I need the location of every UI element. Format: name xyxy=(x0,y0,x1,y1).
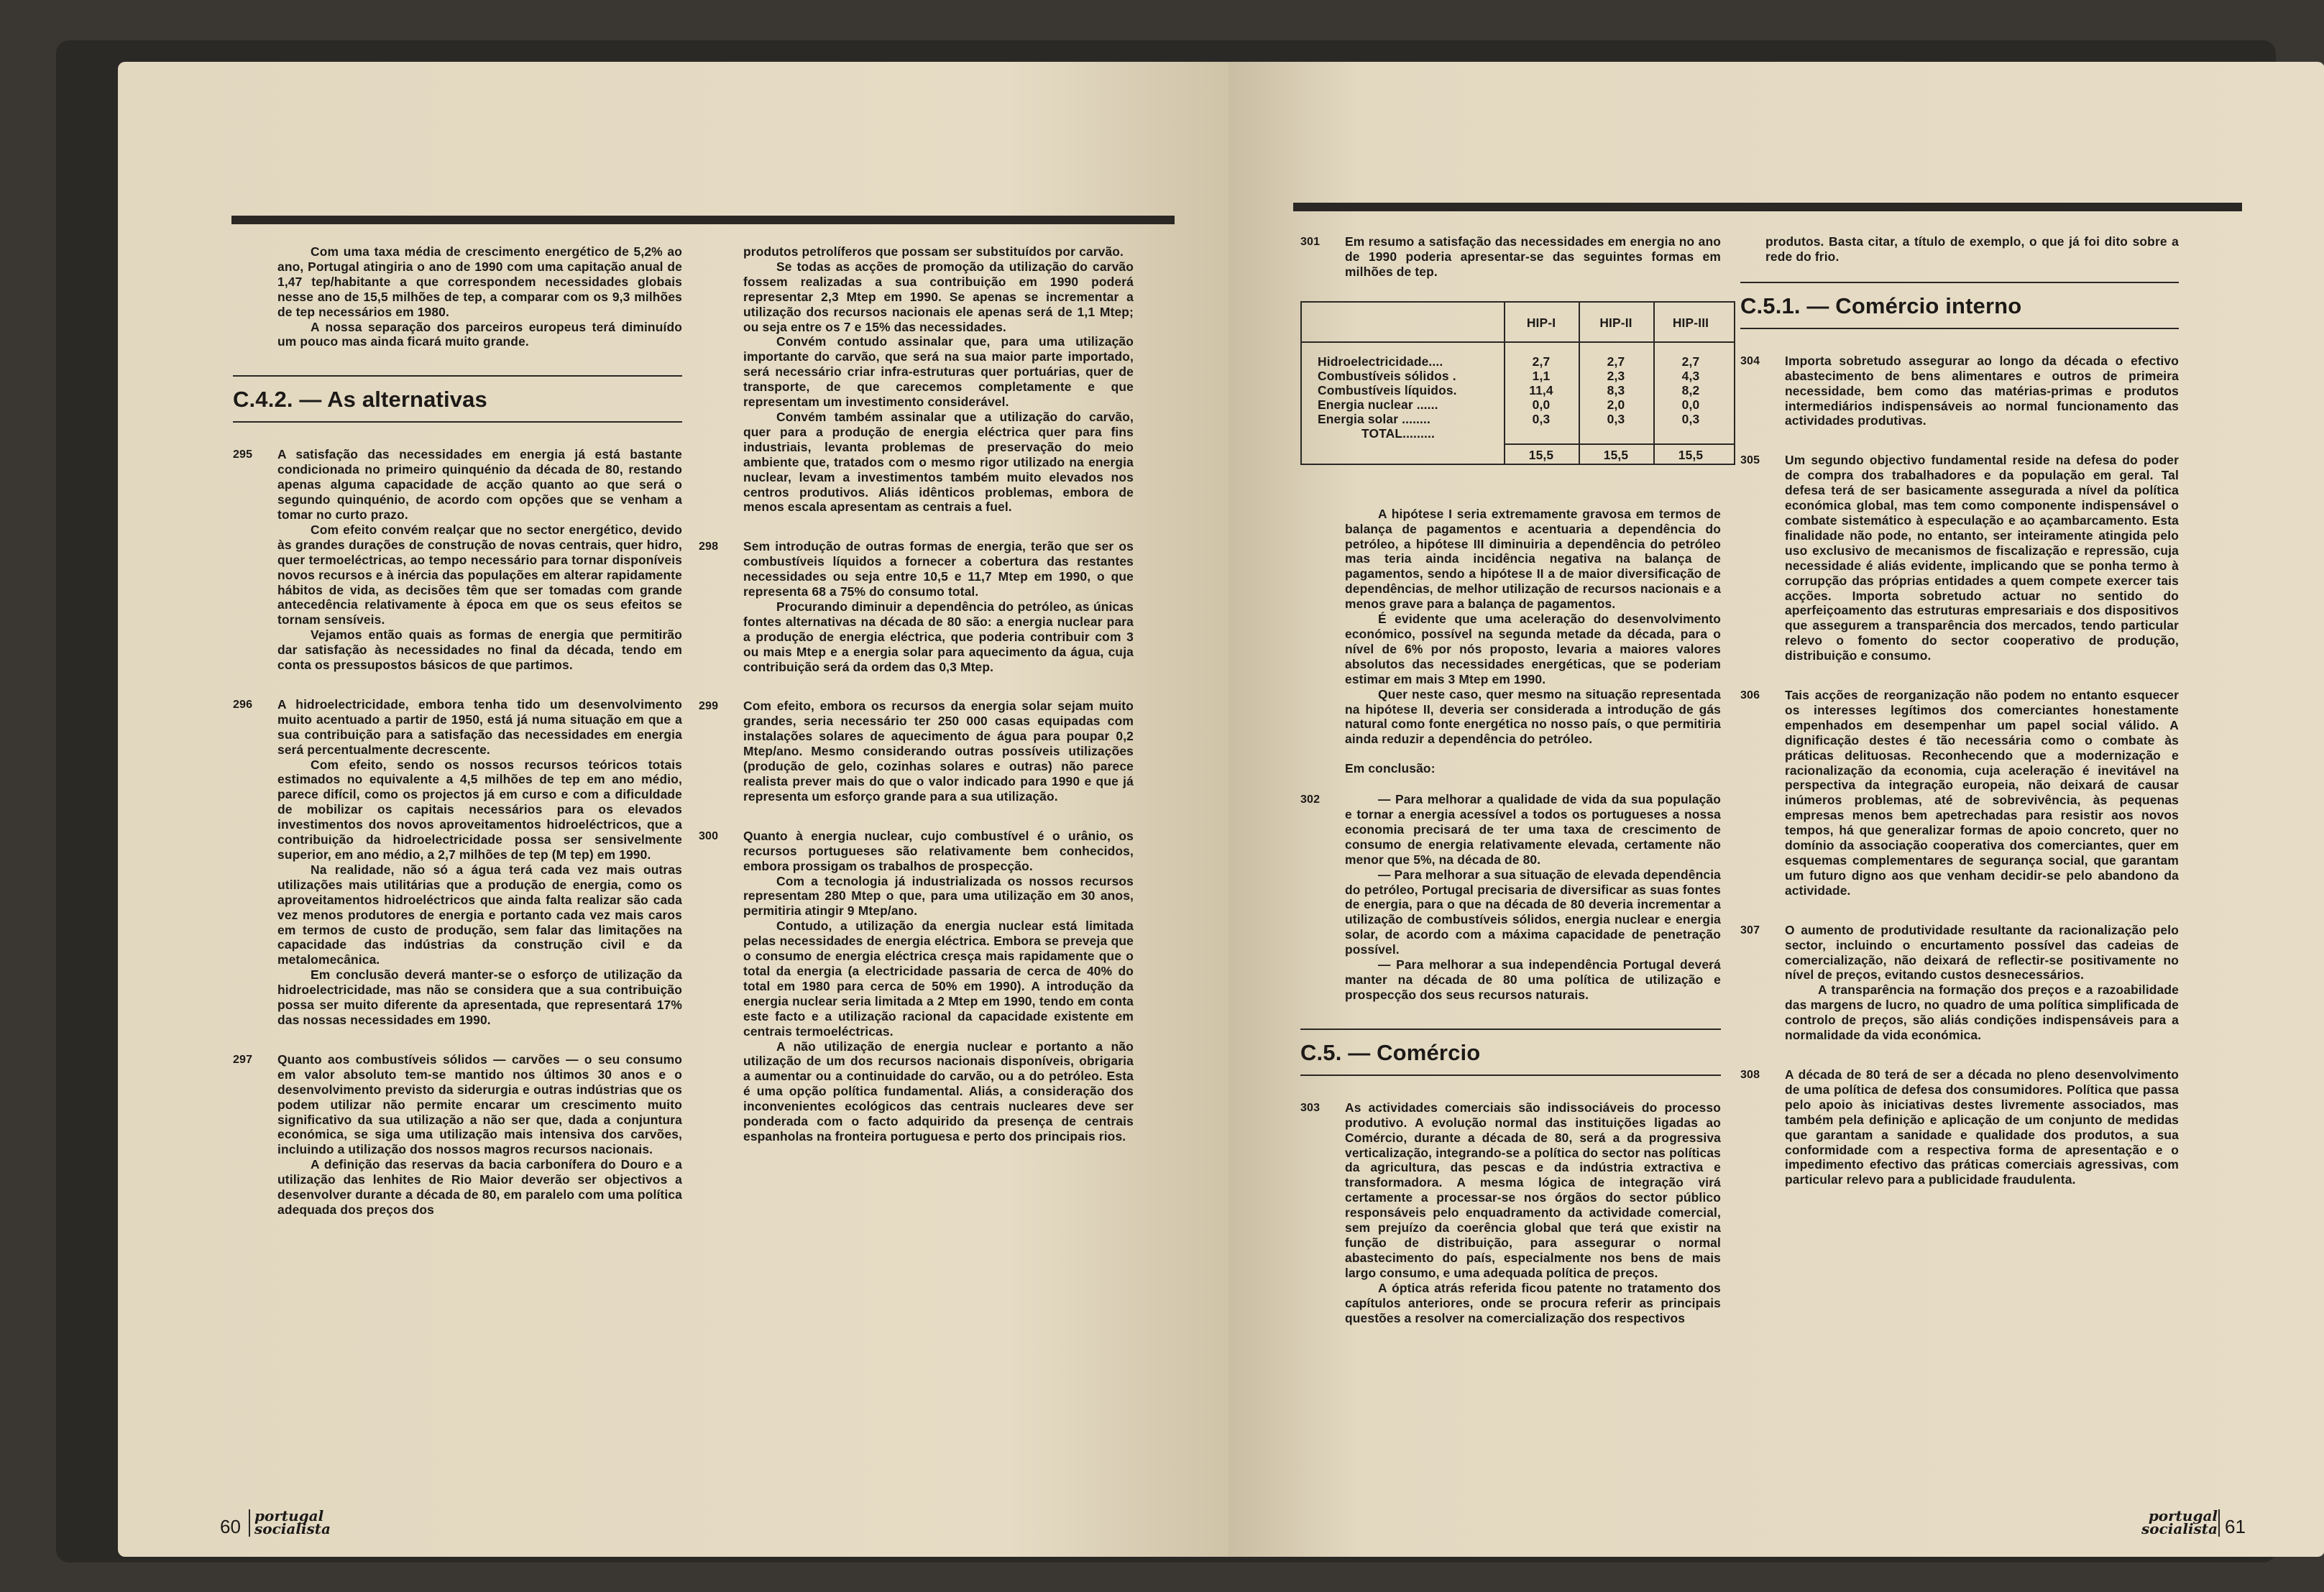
logo-line: socialista xyxy=(254,1520,331,1537)
table-cell: 8,2 xyxy=(1681,382,1700,397)
paragraph-296 xyxy=(233,697,682,1028)
paragraph-text: Sem introdução de outras formas de energia, terão que ser os combustíveis líquidos a fornecer a cobertura das restantes necessidades ou seja entre 10,5 e 11,7 Mtep em 1990, o que representa 68 a 75% do consumo total. xyxy=(743,539,1134,599)
paragraph-text: produtos. Basta citar, a título de exemplo, o que já foi dito sobre a rede do frio. xyxy=(1765,234,2179,264)
table-total-label: TOTAL......... xyxy=(1361,425,1435,441)
paragraph-text: Com efeito, embora os recursos da energia solar sejam muito grandes, seria necessário ter 250 000 casas equipadas com instalações solares de aquecimento de água para poupar 0,2 Mtep/ano. Mesmo considerando outras possíveis utilizações (produção de gelo, cozinhas solares e outras) não parece realista prever mais do que o valor indicado para 1990 e que já representa um esforço grande para a sua utilização. xyxy=(743,699,1134,804)
table-row-label: Combustíveis sólidos . xyxy=(1318,368,1456,383)
paragraph-text: Procurando diminuir a dependência do petróleo, as únicas fontes alternativas na década de 80 são: a energia nuclear para a produção de energia eléctrica, que poderia contribuir com 3 ou mais Mtep e a energia solar para aquecimento da água, cuja contribuição será da ordem das 0,3 Mtep. xyxy=(743,599,1134,674)
paragraph-number: 298 xyxy=(699,540,719,553)
table-cell: 0,3 xyxy=(1532,411,1551,426)
paragraph-text: — Para melhorar a sua independência Portugal deverá manter na década de 80 uma política de utilização e prospecção dos seus recursos naturais. xyxy=(1345,957,1721,1002)
paragraph-text: A satisfação das necessidades em energia já está bastante condicionada no primeiro quinquénio da década de 80, restando apenas alguma capacidade de acção quanto ao que será o segundo quinquénio, de acordo com opções que se venham a tomar no curto prazo. xyxy=(277,447,682,522)
paragraph-number: 303 xyxy=(1300,1101,1321,1114)
right-page-column-2 xyxy=(1740,234,2179,1187)
paragraph-text: Tais acções de reorganização não podem no entanto esquecer os interesses legítimos dos comerciantes honestamente empenhados em desempenhar um papel social válido. A dignificação destes é tão necessária como o combate às práticas delituosas. Reconhecendo que a modernização e racionalização da economia, cuja aceleração é inevitável na perspectiva da integração europeia, não deixará de causar inúmeros problemas, até de sobrevivência, às pequenas empresas menos bem apetrechadas para resistir aos novos tempos, há que generalizar formas de apoio concreto, quer no domínio da associação cooperativa dos comerciantes, quer em esquemas complementares de segurança social, que garantam um futuro digno aos que venham decidir-se pelo abandono da actividade. xyxy=(1785,688,2179,898)
intro-paragraph: Com uma taxa média de crescimento energético de 5,2% ao ano, Portugal atingiria o ano de 1990 com uma capitação anual de 1,47 tep/habitante a que correspondem necessidades globais nesse ano de 15,5 milhões de tep, a comparar com os 9,3 milhões de tep necessários em 1980. xyxy=(277,244,682,319)
paragraph-text: A hipótese I seria extremamente gravosa em termos de balança de pagamentos e acentuaria a dependência do petróleo, a hipótese III diminuiria a dependência do petróleo mas teria ainda incidência negativa na balança de pagamentos, sendo a hipótese II a de maior diversificação de dependências, de melhor utilização de recursos nacionais e a menos grave para a balança de pagamentos. xyxy=(1345,506,1721,612)
table-row-label: Hidroelectricidade.... xyxy=(1318,354,1443,369)
paragraph-text: Importa sobretudo assegurar ao longo da década o efectivo abastecimento de bens alimentares e outros de primeira necessidade, bem como das matérias-primas e produtos intermediários indispensáveis ao normal funcionamento das actividades produtivas. xyxy=(1785,353,2179,428)
table-cell: 4,3 xyxy=(1681,368,1700,383)
magazine-spread xyxy=(56,40,2276,1563)
energy-table xyxy=(1300,301,1721,478)
table-row-label: Energia solar ........ xyxy=(1318,411,1430,426)
paragraph-text: Com efeito convém realçar que no sector energético, devido às grandes durações de construção de novas centrais, quer hidro, quer termoeléctricas, ao tempo necessário para tornar disponíveis novos recursos e à inércia das populações em alterar rapidamente hábitos de vida, as decisões têm que ser tomadas com grande antecedência relativamente à época em que os seus efeitos se tornam sensíveis. xyxy=(277,522,682,627)
table-header: HIP-I xyxy=(1526,315,1556,330)
logo-line: portugal xyxy=(2148,1507,2218,1524)
publication-logo xyxy=(254,1509,331,1535)
paragraph-text: Quanto à energia nuclear, cujo combustível é o urânio, os recursos portugueses são relativamente bem conhecidos, embora prossigam os trabalhos de prospecção. xyxy=(743,828,1134,873)
intro-paragraph: A nossa separação dos parceiros europeus terá diminuído um pouco mas ainda ficará muito grande. xyxy=(277,319,682,349)
right-page xyxy=(1228,62,2324,1557)
table-header-divider xyxy=(1300,341,1735,343)
continuation-block xyxy=(1740,234,2179,264)
paragraph-306 xyxy=(1740,688,2179,898)
table-row-label: Combustíveis líquidos. xyxy=(1318,382,1457,397)
table-row-label: Energia nuclear ...... xyxy=(1318,397,1438,412)
table-cell: 1,1 xyxy=(1532,368,1551,383)
paragraph-text: Na realidade, não só a água terá cada vez mais outras utilizações mais utilitárias que a produção de energia, como os aproveitamentos hidroeléctricos que ainda falta realizar são cada vez menos produtores de energia e portanto cada vez mais caros em termos de custo de produção, sem falar das limitações na capacidade das indústrias da construção civil e da metalomecânica. xyxy=(277,862,682,967)
section-title: C.5.1. — Comércio interno xyxy=(1740,282,2179,329)
table-cell: 0,3 xyxy=(1607,411,1625,426)
table-total-cell: 15,5 xyxy=(1528,447,1554,462)
paragraph-305 xyxy=(1740,453,2179,663)
paragraph-text: — Para melhorar a qualidade de vida da sua população e tornar a energia acessível a todos os portugueses a nossa economia precisará de ter uma taxa de crescimento de consumo de energia relativamente elevada, certamente não menor que 5%, na década de 80. xyxy=(1345,792,1721,867)
left-page xyxy=(118,62,1228,1557)
footer-divider xyxy=(2218,1509,2220,1537)
paragraph-text: Contudo, a utilização da energia nuclear está limitada pelas necessidades de energia eléctrica. Embora se preveja que o consumo de energia eléctrica cresça mais rapidamente que o total da energia (a electricidade passaria de cerca de 40% do total em 1980 para cerca de 50% em 1990). A introdução da energia nuclear seria limitada a 2 Mtep em 1990, tendo em conta este facto e a utilização racional da capacidade existente em centrais termoeléctricas. xyxy=(743,919,1134,1039)
paragraph-text: — Para melhorar a sua situação de elevada dependência do petróleo, Portugal precisaria de diversificar as suas fontes de energia, para o que na década de 80 deveria incrementar a utilização de combustíveis sólidos, energia nuclear e energia solar, de acordo com a máxima capacidade de penetração possível. xyxy=(1345,867,1721,957)
intro-block xyxy=(233,244,682,349)
top-rule xyxy=(1293,203,2242,211)
paragraph-number: 305 xyxy=(1740,454,1760,467)
paragraph-number: 296 xyxy=(233,698,253,711)
paragraph-text: Com a tecnologia já industrializada os nossos recursos representam 280 Mtep o que, para uma utilização em 30 anos, permitiria atingir 9 Mtep/ano. xyxy=(743,873,1134,919)
table-cell: 2,7 xyxy=(1607,354,1625,369)
paragraph-295 xyxy=(233,447,682,673)
paragraph-text: A óptica atrás referida ficou patente no tratamento dos capítulos anteriores, onde se procura referir as principais questões a resolver na comercialização dos respectivos xyxy=(1345,1280,1721,1325)
table-divider xyxy=(1504,301,1505,465)
paragraph-number: 306 xyxy=(1740,689,1760,702)
paragraph-text: Em conclusão deverá manter-se o esforço de utilização da hidroelectricidade, mas não se considera que a sua contribuição possa ser muito diferente da apresentada, que representará 17% das nossas necessidades em 1990. xyxy=(277,967,682,1027)
paragraph-number: 308 xyxy=(1740,1068,1760,1081)
left-page-column-2 xyxy=(699,244,1134,1144)
section-title: C.5. — Comércio xyxy=(1300,1029,1721,1076)
table-divider xyxy=(1579,301,1580,465)
top-rule xyxy=(231,216,1175,224)
paragraph-text: Se todas as acções de promoção da utilização do carvão fossem realizadas a sua contribuição em 1990 poderá representar 2,3 Mtep em 1990. Se apenas se incrementar a utilização dos recursos nacionais ele apenas será de 1,1 Mtep; ou seja entre os 7 e 15% das necessidades. xyxy=(743,259,1134,334)
paragraph-text: Quer neste caso, quer mesmo na situação representada na hipótese II, deveria ser considerada a introdução de gás natural como fonte energética no nosso país, o que permitiria ainda reduzir a dependência do petróleo. xyxy=(1345,686,1721,747)
paragraph-number: 299 xyxy=(699,700,719,713)
paragraph-298 xyxy=(699,539,1134,674)
paragraph-297 xyxy=(233,1052,682,1218)
paragraph-number: 300 xyxy=(699,829,719,842)
paragraph-text: O aumento de produtividade resultante da racionalização pelo sector, incluindo o encurtamento possível das cadeias de comercialização, não deixará de reflectir-se positivamente no nível de preços, evitando custos desnecessários. xyxy=(1785,922,2179,983)
paragraph-number: 301 xyxy=(1300,236,1321,248)
publication-logo xyxy=(2141,1509,2218,1535)
paragraph-text: É evidente que uma aceleração do desenvolvimento económico, possível na segunda metade da década, para o nível de 6% por nós proposto, levaria a maiores valores absolutos das necessidades energéticas, que se poderiam estimar em mais 3 Mtep em 1990. xyxy=(1345,612,1721,686)
paragraph-300 xyxy=(699,829,1134,1144)
logo-line: socialista xyxy=(2141,1520,2218,1537)
paragraph-number: 307 xyxy=(1740,924,1760,937)
paragraph-304 xyxy=(1740,354,2179,429)
paragraph-text: A definição das reservas da bacia carbonífera do Douro e a utilização das lenhites de Rio Maior deverão ser objectivos a desenvolver durante a década de 80, em paralelo com uma política adequada dos preços dos xyxy=(277,1157,682,1217)
paragraph-text: produtos petrolíferos que possam ser substituídos por carvão. xyxy=(743,244,1124,259)
logo-line: portugal xyxy=(254,1507,324,1524)
table-cell: 0,0 xyxy=(1681,397,1700,412)
paragraph-number: 297 xyxy=(233,1053,253,1066)
continuation-block xyxy=(699,244,1134,515)
table-cell: 2,0 xyxy=(1607,397,1625,412)
right-page-column-1 xyxy=(1300,234,1721,1325)
paragraph-text: Convém também assinalar que a utilização do carvão, quer para a produção de energia eléctrica quer para fins industriais, levanta problemas de preservação do meio ambiente que, tratados com o mesmo rigor utilizado na energia nuclear, levam a investimentos também muito elevados nos centros produtivos. Aliás idênticos problemas, embora de menos escala apresentam as centrais a fuel. xyxy=(743,409,1134,515)
table-cell: 2,3 xyxy=(1607,368,1625,383)
table-header: HIP-III xyxy=(1672,315,1709,330)
paragraph-text: Um segundo objectivo fundamental reside na defesa do poder de compra dos trabalhadores e da população em geral. Tal defesa terá de ser basicamente assegurada a nível da política económica global, mas tem como componente indispensável o combate sistemático à especulação e ao açambarcamento. Esta finalidade não pode, no entanto, ser inteiramente atingida pelo uso exclusivo de mecanismos de fiscalização e repressão, cuja necessidade é aliás evidente, implicando que se ponha termo à corrupção das próprias entidades a quem compete exercer tais acções. Importa sobretudo actuar no sentido do aperfeiçoamento das estruturas empresariais e dos dispositivos que assegurem a transparência dos mercados, tendo particular relevo o fomento do sector cooperativo de produção, distribuição e consumo. xyxy=(1785,453,2179,663)
paragraph-text: A década de 80 terá de ser a década no pleno desenvolvimento de uma política de defesa dos consumidores. Política que passa pelo apoio às iniciativas destes livremente associados, mas também pela definição e aplicação de um conjunto de medidas que garantam a sanidade e qualidade dos produtos, a sua conformidade com a respectiva forma de apresentação e o impedimento efectivo das práticas comerciais agressivas, com particular relevo para a publicidade fraudulenta. xyxy=(1785,1067,2179,1187)
table-total-divider xyxy=(1504,443,1735,445)
paragraph-303 xyxy=(1300,1100,1721,1326)
paragraph-text: As actividades comerciais são indissociáveis do processo produtivo. A evolução normal das instituições ligadas ao Comércio, durante a década de 80, será a da progressiva verticalização, integrando-se a política do sector nas políticas da agricultura, das pescas e da indústria extractiva e transformadora. A mesma lógica de integração virá certamente a processar-se nos órgãos do sector público responsáveis pelo enquadramento da actividade comercial, sem prejuízo da coerência global que terá que existir na função de distribuição, para assegurar o normal abastecimento do país, especialmente nos bens de mais largo consumo, e uma adequada política de preços. xyxy=(1345,1100,1721,1280)
after-table-block xyxy=(1300,507,1721,776)
footer-divider xyxy=(249,1509,250,1537)
left-page-column-1 xyxy=(233,244,682,1218)
page-number: 61 xyxy=(2225,1516,2246,1537)
table-total-cell: 15,5 xyxy=(1603,447,1629,462)
table-cell: 0,3 xyxy=(1681,411,1700,426)
paragraph-307 xyxy=(1740,923,2179,1043)
paragraph-text: A transparência na formação dos preços e a razoabilidade das margens de lucro, no quadro de uma política simplificada de controlo de preços, são aliás condições indispensáveis para a normalidade da vida económica. xyxy=(1785,983,2179,1043)
paragraph-number: 302 xyxy=(1300,793,1321,806)
paragraph-301 xyxy=(1300,234,1721,280)
paragraph-text: Com efeito, sendo os nossos recursos teóricos totais estimados no equivalente a 4,5 milhões de tep em ano médio, parece difícil, como os projectos já em curso e com a dificuldade de mobilizar os capitais necessários para os elevados investimentos dos novos aproveitamentos hidroeléctricos, que a contribuição da hidroelectricidade possa ser sensivelmente superior, em ano médio, a 2,7 milhões de tep (M tep) em 1990. xyxy=(277,757,682,862)
paragraph-text: Vejamos então quais as formas de energia que permitirão dar satisfação às necessidades no final da década, tendo em conta os pressupostos básicos de que partimos. xyxy=(277,627,682,673)
page-number: 60 xyxy=(220,1516,241,1537)
table-cell: 2,7 xyxy=(1681,354,1700,369)
paragraph-text: A hidroelectricidade, embora tenha tido um desenvolvimento muito acentuado a partir de 1950, está já numa situação em que a sua contribuição para a satisfação das necessidades em energia será percentualmente decrescente. xyxy=(277,696,682,757)
table-total-cell: 15,5 xyxy=(1678,447,1704,462)
paragraph-302 xyxy=(1300,792,1721,1003)
table-header: HIP-II xyxy=(1599,315,1632,330)
table-divider xyxy=(1653,301,1655,465)
table-cell: 2,7 xyxy=(1532,354,1551,369)
table-cell: 0,0 xyxy=(1532,397,1551,412)
paragraph-number: 295 xyxy=(233,448,253,461)
paragraph-308 xyxy=(1740,1067,2179,1187)
paragraph-number: 304 xyxy=(1740,354,1760,367)
paragraph-text: Quanto aos combustíveis sólidos — carvões — o seu consumo em valor absoluto tem-se mantido nos últimos 30 anos e o desenvolvimento previsto da siderurgia e outras indústrias que os podem utilizar não permite encarar um crescimento muito significativo da sua utilização a não ser que, dada a conjuntura económica, se siga uma utilização mais intensiva dos carvões, incluindo a utilização dos nossos magros recursos nacionais. xyxy=(277,1052,682,1157)
conclusion-label: Em conclusão: xyxy=(1345,761,1436,776)
table-cell: 11,4 xyxy=(1529,382,1553,397)
paragraph-text: A não utilização de energia nuclear e portanto a não utilização de um dos recursos nacionais disponíveis, obrigaria a aumentar ou a continuidade do carvão, ou a do petróleo. Esta é uma opção política fundamental. Aliás, a consideração dos inconvenientes ecológicos das centrais nucleares deve ser ponderada com o facto adquirido da presença de centrais espanholas na fronteira portuguesa e perto dos principais rios. xyxy=(743,1039,1134,1144)
section-title: C.4.2. — As alternativas xyxy=(233,375,682,423)
table-cell: 8,3 xyxy=(1607,382,1625,397)
paragraph-299 xyxy=(699,699,1134,804)
paragraph-text: Convém contudo assinalar que, para uma utilização importante do carvão, que será na sua maior parte importado, será necessário criar infra-estruturas quer portuárias, quer de transporte, de que carecemos completamente e que representam um investimento considerável. xyxy=(743,334,1134,410)
paragraph-text: Em resumo a satisfação das necessidades em energia no ano de 1990 poderia apresentar-se das seguintes formas em milhões de tep. xyxy=(1345,234,1721,279)
